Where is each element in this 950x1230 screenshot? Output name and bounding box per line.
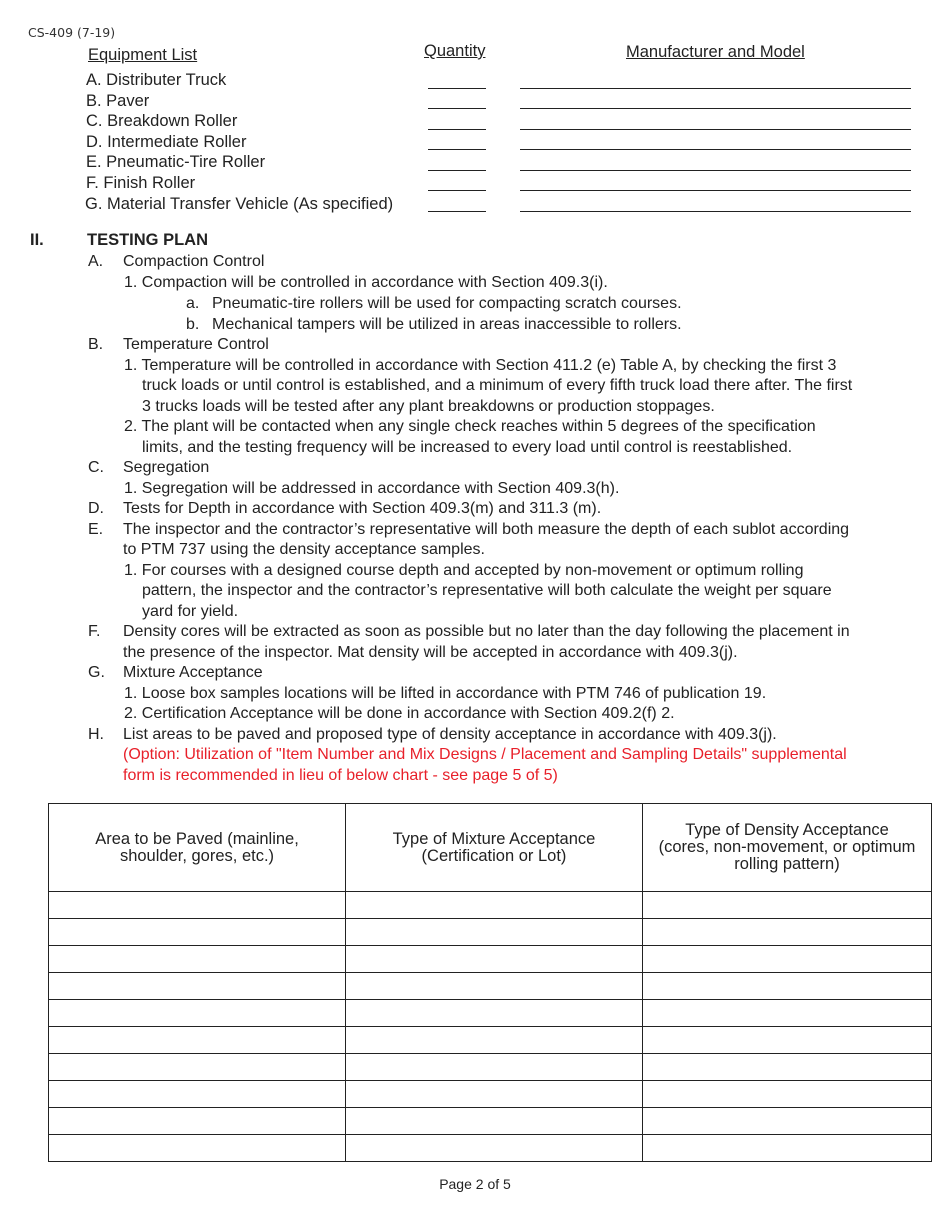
equipment-list-header: Equipment List bbox=[88, 46, 198, 64]
equipment-item-pneumatic-tire-roller: E. Pneumatic-Tire Roller bbox=[86, 153, 266, 171]
quantity-field-material-transfer-vehicle[interactable] bbox=[428, 211, 486, 212]
table-cell[interactable] bbox=[643, 946, 932, 973]
area-header-line-1: Area to be Paved (mainline, bbox=[95, 829, 299, 848]
yield-item-1-line-2: pattern, the inspector and the contractor’s representative will both calculate the weight per square bbox=[142, 582, 832, 599]
table-cell[interactable] bbox=[49, 1000, 346, 1027]
model-field-distributer-truck[interactable] bbox=[520, 88, 911, 89]
temperature-item-2-line-2: limits, and the testing frequency will be increased to every load until control is reestablished. bbox=[142, 439, 793, 456]
table-cell[interactable] bbox=[49, 946, 346, 973]
temperature-item-1-line-3: 3 trucks loads will be tested after any plant breakdowns or production stoppages. bbox=[142, 398, 715, 415]
density-acceptance-header bbox=[643, 804, 932, 892]
item-letter-g: G. bbox=[88, 664, 105, 681]
quantity-field-breakdown-roller[interactable] bbox=[428, 129, 486, 130]
table-cell[interactable] bbox=[643, 973, 932, 1000]
table-cell[interactable] bbox=[49, 973, 346, 1000]
table-cell[interactable] bbox=[346, 892, 643, 919]
depth-measure-line-2: to PTM 737 using the density acceptance samples. bbox=[123, 541, 485, 558]
table-cell[interactable] bbox=[346, 1000, 643, 1027]
segregation-item-1: 1. Segregation will be addressed in accordance with Section 409.3(h). bbox=[124, 480, 620, 497]
mixture-header-line-1: Type of Mixture Acceptance bbox=[392, 829, 596, 848]
table-cell[interactable] bbox=[643, 919, 932, 946]
temperature-control-title: Temperature Control bbox=[123, 336, 269, 353]
mixture-item-2: 2. Certification Acceptance will be done in accordance with Section 409.2(f) 2. bbox=[124, 705, 675, 722]
mixture-acceptance-title: Mixture Acceptance bbox=[123, 664, 263, 681]
density-header-line-1: Type of Density Acceptance bbox=[685, 821, 889, 839]
quantity-header: Quantity bbox=[424, 42, 486, 60]
section-number: II. bbox=[30, 231, 44, 249]
table-cell[interactable] bbox=[346, 1108, 643, 1135]
depth-measure-line-1: The inspector and the contractor’s representative will both measure the depth of each sublot according bbox=[123, 521, 850, 538]
table-cell[interactable] bbox=[346, 919, 643, 946]
table-cell[interactable] bbox=[643, 1027, 932, 1054]
table-row bbox=[49, 973, 932, 1000]
table-cell[interactable] bbox=[49, 1054, 346, 1081]
table-cell[interactable] bbox=[49, 892, 346, 919]
density-header-line-3: rolling pattern) bbox=[734, 855, 840, 873]
equipment-item-material-transfer-vehicle: G. Material Transfer Vehicle (As specified) bbox=[85, 195, 394, 213]
table-cell[interactable] bbox=[346, 973, 643, 1000]
yield-item-1-line-3: yard for yield. bbox=[142, 603, 239, 620]
item-letter-a: A. bbox=[88, 253, 104, 270]
density-cores-line-1: Density cores will be extracted as soon as possible but no later than the day following the placement in bbox=[123, 623, 850, 640]
quantity-field-finish-roller[interactable] bbox=[428, 190, 486, 191]
temperature-item-2-line-1: 2. The plant will be contacted when any single check reaches within 5 degrees of the specification bbox=[124, 418, 816, 435]
form-number: CS-409 (7-19) bbox=[28, 25, 116, 40]
table-cell[interactable] bbox=[346, 946, 643, 973]
table-row bbox=[49, 1054, 932, 1081]
table-cell[interactable] bbox=[49, 1081, 346, 1108]
table-cell[interactable] bbox=[643, 1054, 932, 1081]
page-number: Page 2 of 5 bbox=[439, 1176, 511, 1192]
quantity-field-distributer-truck[interactable] bbox=[428, 88, 486, 89]
table-cell[interactable] bbox=[643, 1135, 932, 1162]
section-title: TESTING PLAN bbox=[87, 231, 209, 249]
manufacturer-model-header: Manufacturer and Model bbox=[626, 43, 805, 61]
temperature-item-1-line-1: 1. Temperature will be controlled in accordance with Section 411.2 (e) Table A, by checking the first 3 bbox=[124, 357, 837, 374]
item-letter-e: E. bbox=[88, 521, 104, 538]
table-cell[interactable] bbox=[346, 1081, 643, 1108]
equipment-item-intermediate-roller: D. Intermediate Roller bbox=[86, 133, 247, 151]
segregation-title: Segregation bbox=[123, 459, 210, 476]
table-cell[interactable] bbox=[49, 1108, 346, 1135]
area-to-be-paved-header bbox=[49, 804, 346, 892]
item-letter-f: F. bbox=[88, 623, 101, 640]
model-field-intermediate-roller[interactable] bbox=[520, 149, 911, 150]
yield-item-1-line-1: 1. For courses with a designed course depth and accepted by non-movement or optimum rolling bbox=[124, 562, 804, 579]
mixture-header-line-2: (Certification or Lot) bbox=[421, 846, 567, 865]
equipment-item-finish-roller: F. Finish Roller bbox=[86, 174, 196, 192]
table-cell[interactable] bbox=[346, 1054, 643, 1081]
density-header-line-2: (cores, non-movement, or optimum bbox=[658, 838, 916, 856]
table-header-row bbox=[49, 804, 932, 892]
compaction-sub-b-text: Mechanical tampers will be utilized in areas inaccessible to rollers. bbox=[212, 316, 682, 333]
option-note-line-1: (Option: Utilization of "Item Number and Mix Designs / Placement and Sampling Details" supplemental bbox=[123, 746, 847, 763]
quantity-field-intermediate-roller[interactable] bbox=[428, 149, 486, 150]
mixture-acceptance-header bbox=[346, 804, 643, 892]
table-row bbox=[49, 1027, 932, 1054]
model-field-breakdown-roller[interactable] bbox=[520, 129, 911, 130]
table-row bbox=[49, 1000, 932, 1027]
table-cell[interactable] bbox=[49, 919, 346, 946]
mixture-item-1: 1. Loose box samples locations will be lifted in accordance with PTM 746 of publication 19. bbox=[124, 685, 767, 702]
area-header-line-2: shoulder, gores, etc.) bbox=[119, 846, 275, 865]
equipment-item-paver: B. Paver bbox=[86, 92, 150, 110]
quantity-field-paver[interactable] bbox=[428, 108, 486, 109]
item-letter-c: C. bbox=[88, 459, 104, 476]
table-cell[interactable] bbox=[643, 892, 932, 919]
model-field-paver[interactable] bbox=[520, 108, 911, 109]
compaction-sub-a-text: Pneumatic-tire rollers will be used for compacting scratch courses. bbox=[212, 295, 682, 312]
compaction-sub-a-letter: a. bbox=[186, 295, 200, 312]
paved-areas-table bbox=[48, 803, 932, 1162]
item-letter-h: H. bbox=[88, 726, 104, 743]
compaction-item-1: 1. Compaction will be controlled in accordance with Section 409.3(i). bbox=[124, 274, 608, 291]
item-letter-d: D. bbox=[88, 500, 104, 517]
table-cell[interactable] bbox=[346, 1135, 643, 1162]
model-field-finish-roller[interactable] bbox=[520, 190, 911, 191]
quantity-field-pneumatic-tire-roller[interactable] bbox=[428, 170, 486, 171]
table-row bbox=[49, 1108, 932, 1135]
option-note-line-2: form is recommended in lieu of below chart - see page 5 of 5) bbox=[123, 767, 558, 784]
equipment-item-breakdown-roller: C. Breakdown Roller bbox=[86, 112, 238, 130]
compaction-sub-b-letter: b. bbox=[186, 316, 200, 333]
table-cell[interactable] bbox=[346, 1027, 643, 1054]
table-cell[interactable] bbox=[49, 1027, 346, 1054]
table-row bbox=[49, 1135, 932, 1162]
depth-tests-text: Tests for Depth in accordance with Section 409.3(m) and 311.3 (m). bbox=[123, 500, 602, 517]
table-row bbox=[49, 919, 932, 946]
table-cell[interactable] bbox=[49, 1135, 346, 1162]
item-letter-b: B. bbox=[88, 336, 104, 353]
equipment-item-distributer-truck: A. Distributer Truck bbox=[86, 71, 227, 89]
table-cell[interactable] bbox=[643, 1108, 932, 1135]
compaction-control-title: Compaction Control bbox=[123, 253, 265, 270]
table-row bbox=[49, 892, 932, 919]
table-cell[interactable] bbox=[643, 1000, 932, 1027]
table-row bbox=[49, 1081, 932, 1108]
table-cell[interactable] bbox=[643, 1081, 932, 1108]
temperature-item-1-line-2: truck loads or until control is established, and a minimum of every fifth truck load there after. The first bbox=[142, 377, 853, 394]
model-field-pneumatic-tire-roller[interactable] bbox=[520, 170, 911, 171]
areas-to-be-paved-text: List areas to be paved and proposed type of density acceptance in accordance with 409.3(j). bbox=[123, 726, 777, 743]
model-field-material-transfer-vehicle[interactable] bbox=[520, 211, 911, 212]
density-cores-line-2: the presence of the inspector. Mat density will be accepted in accordance with 409.3(j). bbox=[123, 644, 738, 661]
table-row bbox=[49, 946, 932, 973]
